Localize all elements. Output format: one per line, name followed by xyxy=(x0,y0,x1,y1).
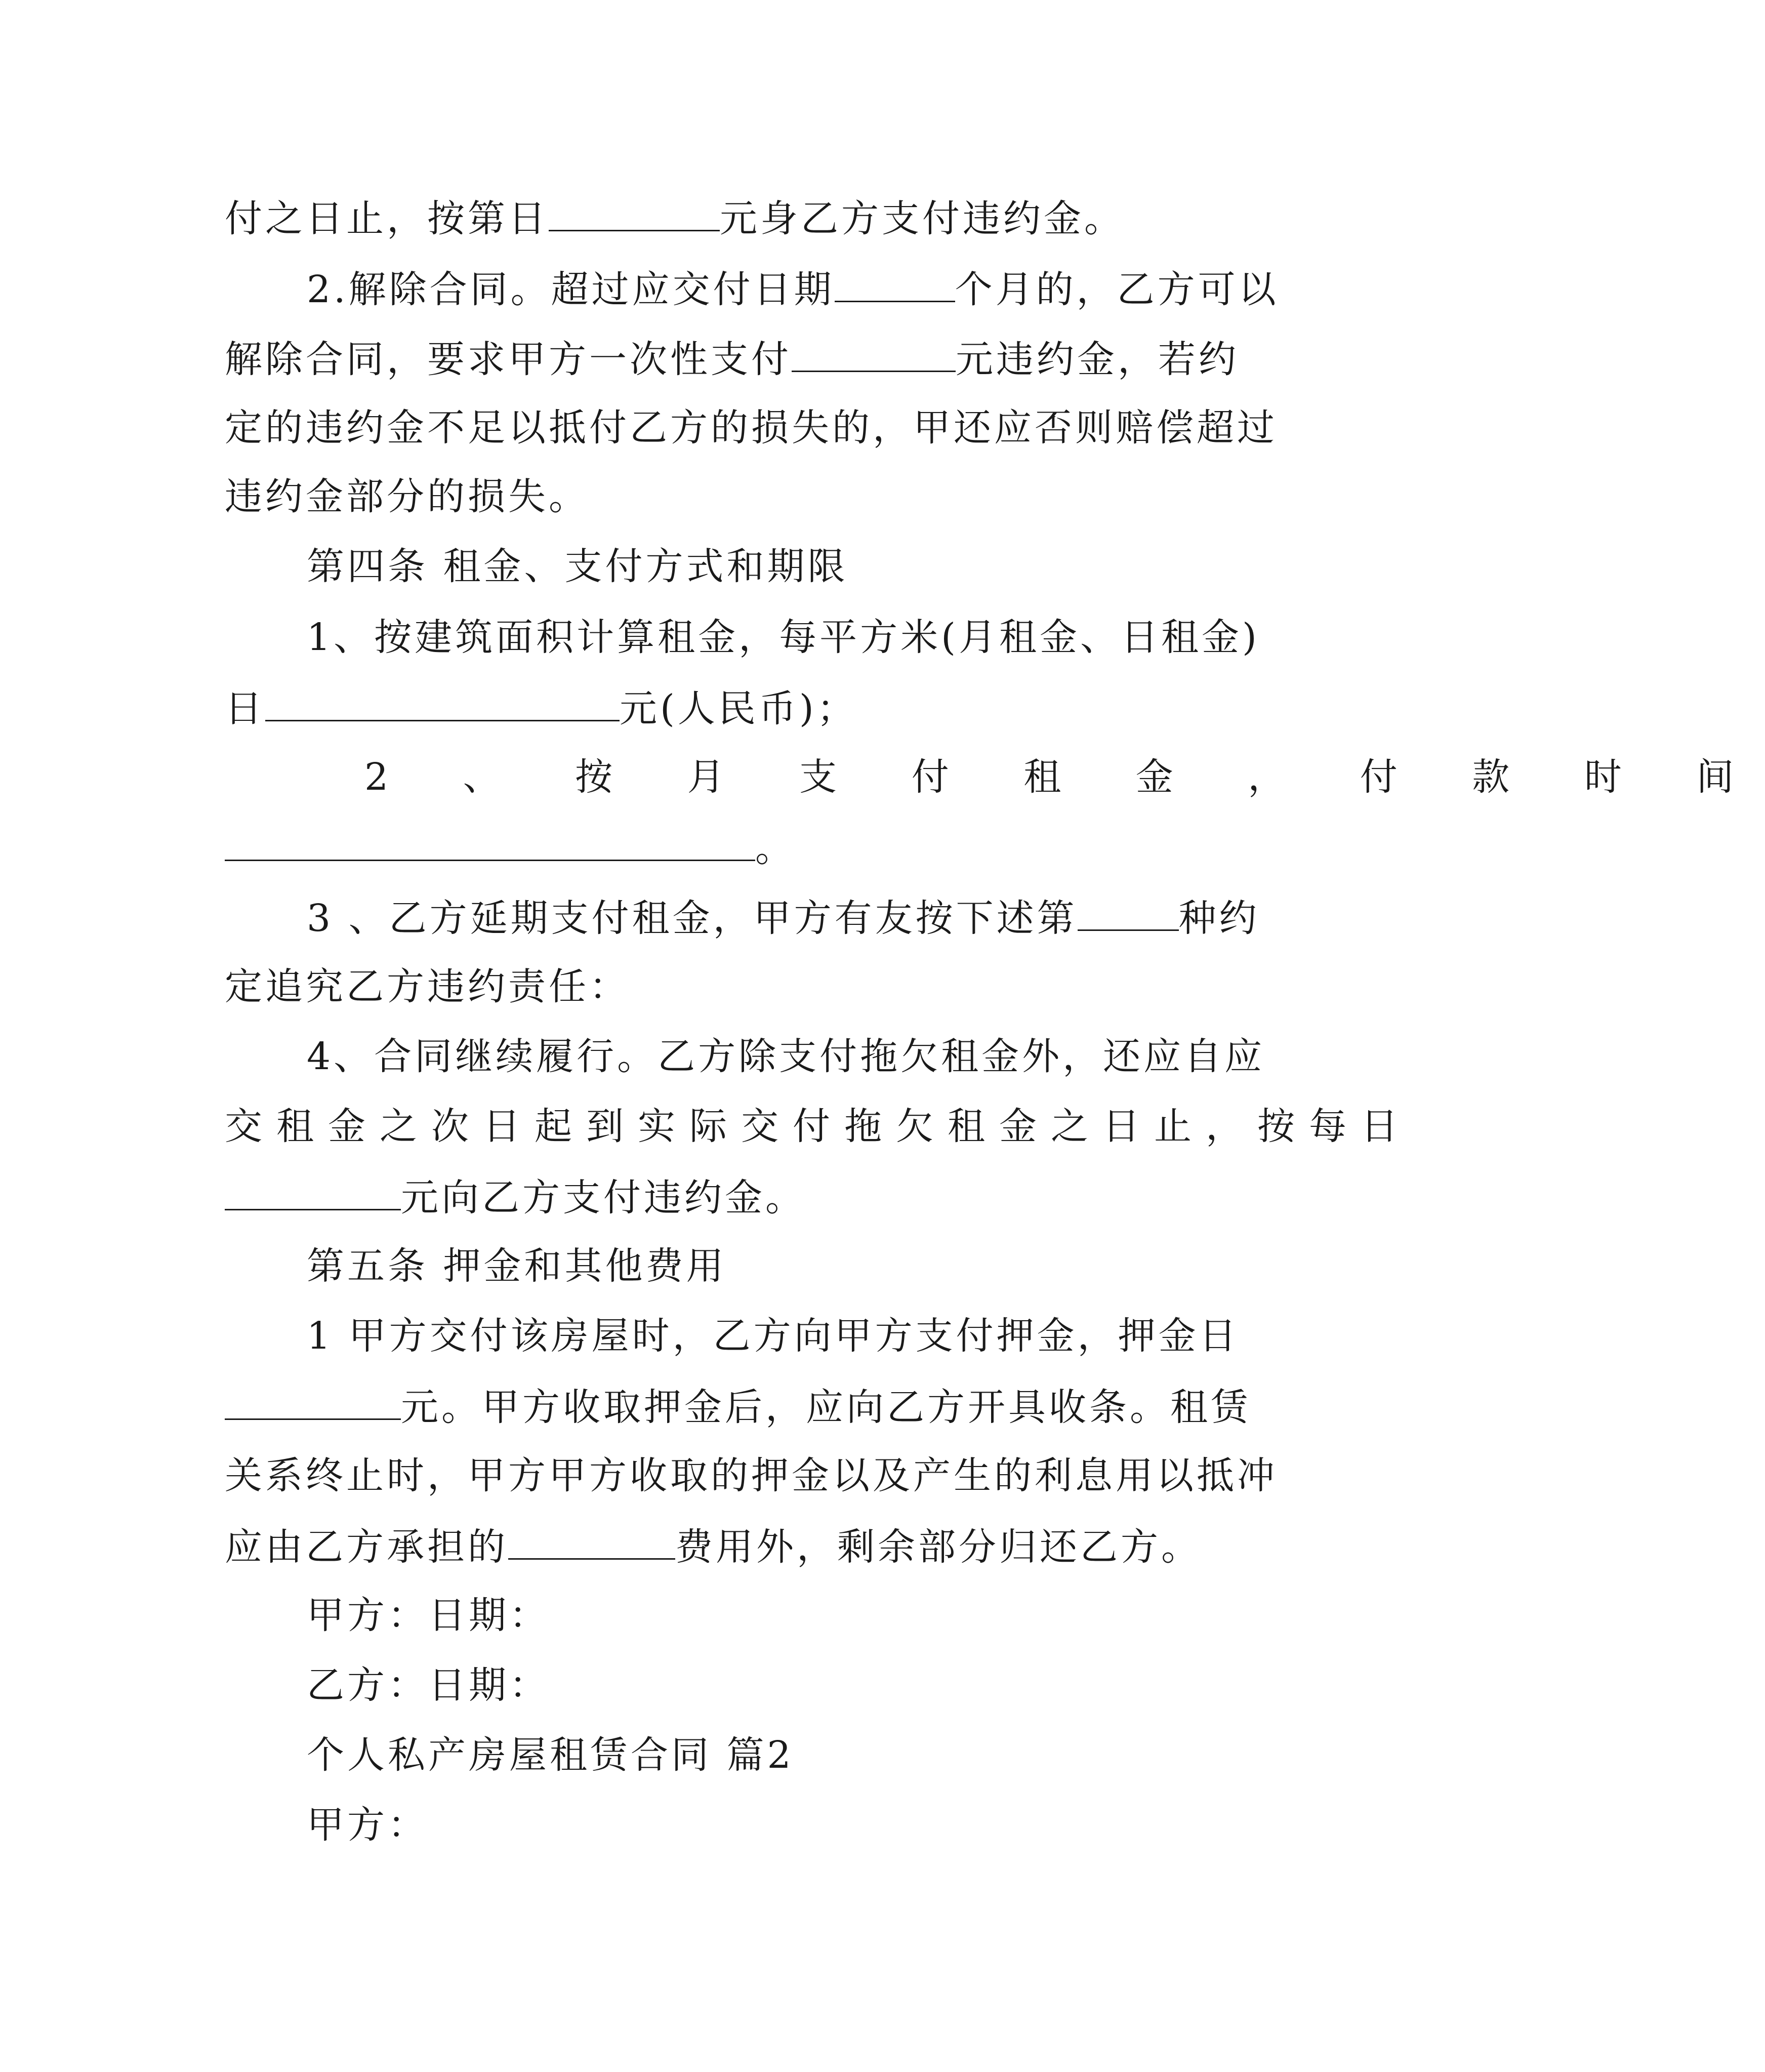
text-segment: 乙方：日期： xyxy=(307,1663,550,1707)
text-line xyxy=(364,755,1765,799)
text-line xyxy=(225,406,1278,450)
text-line xyxy=(225,1176,806,1220)
text-segment: 应由乙方承担的 xyxy=(225,1525,508,1569)
text-segment: 付之日止，按第日 xyxy=(225,197,549,240)
text-line xyxy=(307,1035,1265,1078)
text-line xyxy=(225,1454,1278,1497)
text-line xyxy=(225,827,796,870)
signature-line-party-a xyxy=(307,1594,550,1637)
text-segment: 3 、乙方延期支付租金，甲方有友按下述第 xyxy=(307,897,1078,940)
text-segment: 4、合同继续履行。乙方除支付拖欠租金外，还应自应 xyxy=(307,1035,1265,1078)
fill-blank xyxy=(1078,898,1179,931)
text-segment: 。 xyxy=(755,827,796,870)
text-segment: 关系终止时，甲方甲方收取的押金以及产生的利息用以抵冲 xyxy=(225,1454,1278,1497)
text-line xyxy=(225,1525,1202,1569)
fill-blank xyxy=(508,1527,675,1560)
text-segment: 元向乙方支付违约金。 xyxy=(401,1176,806,1220)
text-line xyxy=(307,897,1260,940)
text-segment: 1 甲方交付该房屋时，乙方向甲方支付押金，押金日 xyxy=(307,1314,1240,1358)
text-segment: 第五条 押金和其他费用 xyxy=(307,1244,727,1288)
text-line xyxy=(225,687,857,730)
text-line xyxy=(225,1105,1412,1148)
fill-blank xyxy=(792,339,956,372)
text-segment: 定的违约金不足以抵付乙方的损失的，甲还应否则赔偿超过 xyxy=(225,406,1278,450)
text-line xyxy=(225,965,630,1008)
text-segment: 日 xyxy=(225,687,265,730)
fill-blank xyxy=(225,1177,401,1210)
text-segment: 1、按建筑面积计算租金，每平方米(月租金、日租金) xyxy=(307,616,1260,659)
text-segment: 交租金之次日起到实际交付拖欠租金之日止，按每日 xyxy=(225,1105,1412,1148)
text-segment: 种约 xyxy=(1178,897,1260,940)
text-segment: 第四条 租金、支付方式和期限 xyxy=(307,545,848,588)
text-line xyxy=(225,338,1239,381)
text-segment: 甲方：日期： xyxy=(307,1594,550,1637)
text-line xyxy=(307,1314,1240,1358)
text-segment: 解除合同，要求甲方一次性支付 xyxy=(225,338,792,381)
contract-title xyxy=(307,1733,794,1777)
text-segment: 元身乙方支付违约金。 xyxy=(720,197,1125,240)
text-line xyxy=(225,197,1125,240)
text-line xyxy=(225,1386,1251,1429)
text-segment: 2.解除合同。超过应交付日期 xyxy=(307,268,835,311)
fill-blank xyxy=(265,688,620,721)
text-segment: 元(人民币)； xyxy=(620,687,857,730)
text-segment: 元。甲方收取押金后，应向乙方开具收条。租赁 xyxy=(401,1386,1251,1429)
text-segment: 个月的，乙方可以 xyxy=(955,268,1279,311)
text-line xyxy=(307,616,1260,659)
fill-blank xyxy=(225,828,755,861)
section-heading xyxy=(307,545,848,588)
text-segment: 个人私产房屋租赁合同 篇2 xyxy=(307,1733,794,1777)
section-heading xyxy=(307,1244,727,1288)
signature-line-party-b xyxy=(307,1663,550,1707)
text-segment: 违约金部分的损失。 xyxy=(225,475,589,518)
fill-blank xyxy=(225,1387,401,1420)
fill-blank xyxy=(835,269,955,302)
fill-blank xyxy=(549,198,720,231)
text-line xyxy=(307,268,1279,311)
text-line xyxy=(225,475,589,518)
text-segment: 元违约金，若约 xyxy=(956,338,1239,381)
text-line xyxy=(307,1803,428,1847)
text-segment: 定追究乙方违约责任： xyxy=(225,965,630,1008)
text-segment: 甲方： xyxy=(307,1803,428,1847)
text-segment: 2 、 按 月 支 付 租 金 ， 付 款 时 间 xyxy=(364,755,1765,799)
text-segment: 费用外，剩余部分归还乙方。 xyxy=(675,1525,1202,1569)
